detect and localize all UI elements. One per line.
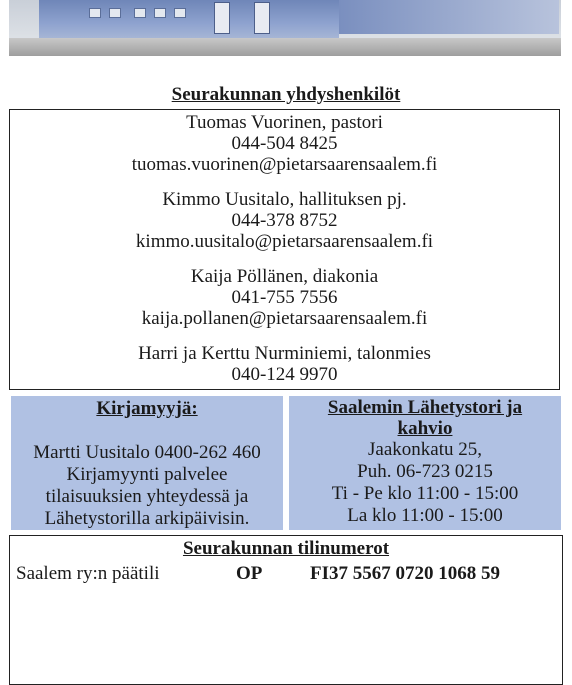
contact-name: Tuomas Vuorinen, pastori xyxy=(186,112,383,133)
cafe-title-line2: kahvio xyxy=(397,418,453,439)
book-seller-title: Kirjamyyjä: xyxy=(96,398,198,419)
window xyxy=(109,8,121,18)
contact-phone: 044-378 8752 xyxy=(231,210,338,231)
window xyxy=(89,8,101,18)
window xyxy=(174,8,186,18)
account-bank: OP xyxy=(236,563,263,584)
contacts-title: Seurakunnan yhdyshenkilöt xyxy=(171,84,401,105)
door xyxy=(214,2,230,34)
contacts-box xyxy=(9,109,560,390)
book-seller-line: Lähetystorilla arkipäivisin. xyxy=(44,508,250,529)
accounts-box xyxy=(9,535,563,685)
contact-entry xyxy=(10,112,559,175)
accounts-title: Seurakunnan tilinumerot xyxy=(182,538,390,559)
contact-email[interactable]: tuomas.vuorinen@pietarsaarensaalem.fi xyxy=(131,154,438,175)
book-seller-line: Kirjamyynti palvelee xyxy=(66,464,228,485)
cafe-line: Jaakonkatu 25, xyxy=(368,439,482,460)
contact-phone: 041-755 7556 xyxy=(231,287,338,308)
book-seller-line: tilaisuuksien yhteydessä ja xyxy=(45,486,249,507)
door xyxy=(254,2,270,34)
contact-phone: 040-124 9970 xyxy=(231,364,338,385)
cafe-title-line1: Saalemin Lähetystori ja xyxy=(327,397,523,418)
contact-name: Kimmo Uusitalo, hallituksen pj. xyxy=(162,189,407,210)
cafe-line: La klo 11:00 - 15:00 xyxy=(347,505,503,526)
cafe-line: Puh. 06-723 0215 xyxy=(357,461,493,482)
book-seller-box xyxy=(11,396,283,530)
window xyxy=(154,8,166,18)
contact-email[interactable]: kaija.pollanen@pietarsaarensaalem.fi xyxy=(141,308,428,329)
window xyxy=(134,8,146,18)
contact-entry xyxy=(10,189,559,252)
account-iban: FI37 5567 0720 1068 59 xyxy=(310,563,500,584)
contact-entry xyxy=(10,343,559,385)
building-facade xyxy=(39,0,339,40)
contact-entry xyxy=(10,266,559,329)
contact-phone: 044-504 8425 xyxy=(231,133,338,154)
contact-name: Kaija Pöllänen, diakonia xyxy=(190,266,379,287)
cafe-box xyxy=(289,396,561,530)
account-name: Saalem ry:n päätili xyxy=(16,563,160,584)
building-wing xyxy=(339,0,559,34)
cafe-line: Ti - Pe klo 11:00 - 15:00 xyxy=(331,483,519,504)
contact-email[interactable]: kimmo.uusitalo@pietarsaarensaalem.fi xyxy=(135,231,434,252)
church-building-photo xyxy=(9,0,561,56)
ground xyxy=(9,38,561,56)
book-seller-line: Martti Uusitalo 0400-262 460 xyxy=(33,442,261,463)
contact-name: Harri ja Kerttu Nurminiemi, talonmies xyxy=(138,343,431,364)
